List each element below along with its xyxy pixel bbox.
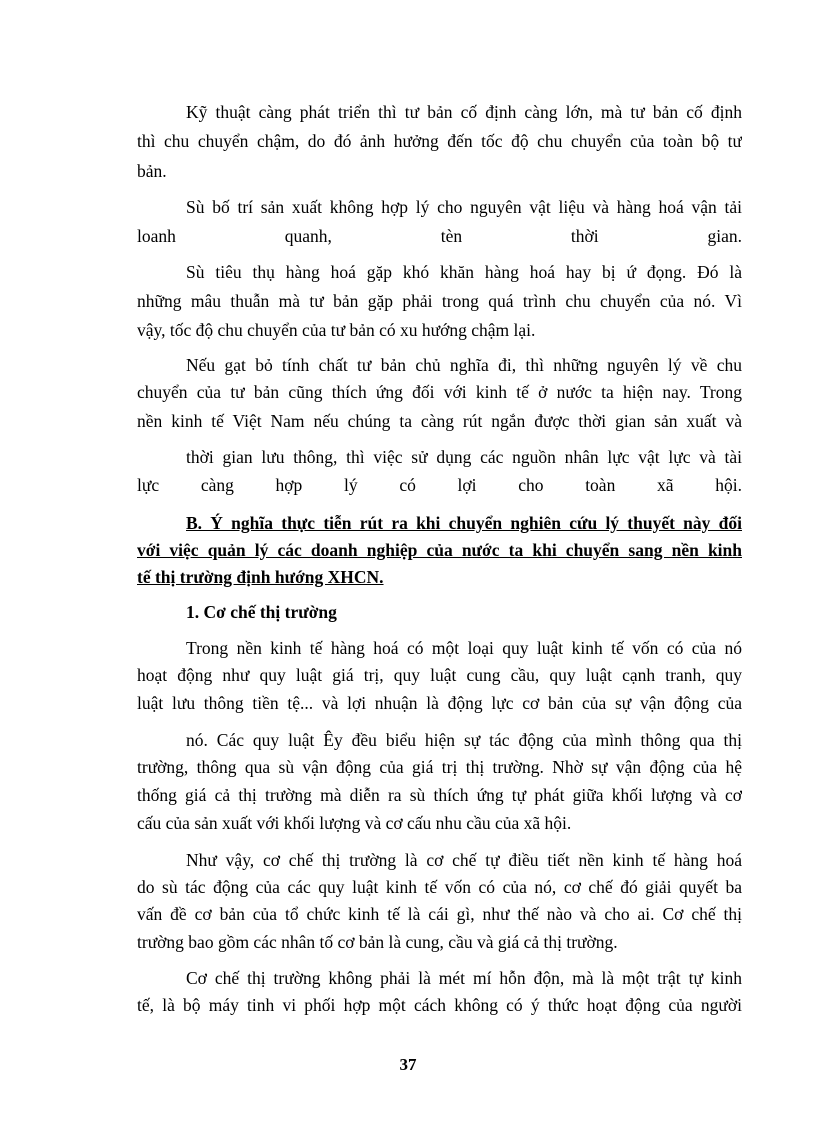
paragraph-principles-line-5: lực càng hợp lý có lợi cho toàn xã hội. [137, 475, 742, 495]
paragraph-laws-line-3: luật lưu thông tiền tệ... và lợi nhuận là động lực cơ bản của sự vận động của [137, 693, 742, 713]
section-b-heading-line-3: tế thị trường định hướng XHCN. [137, 567, 384, 587]
paragraph-mechanism-line-1: Như vậy, cơ chế thị trường là cơ chế tự điều tiết nền kinh tế hàng hoá [186, 850, 742, 870]
paragraph-mechanism-line-3: vấn đề cơ bản của tổ chức kinh tế là cái gì, như thế nào và cho ai. Cơ chế thị [137, 904, 742, 924]
paragraph-consumption-line-3: vậy, tốc độ chu chuyển của tư bản có xu hướng chậm lại. [137, 320, 536, 340]
paragraph-arrangement-line-1: Sù bố trí sản xuất không hợp lý cho nguyên vật liệu và hàng hoá vận tải [186, 197, 742, 217]
paragraph-technology-line-3: bản. [137, 161, 167, 181]
paragraph-principles-line-3: nền kinh tế Việt Nam nếu chúng ta càng rút ngắn được thời gian sản xuất và [137, 411, 742, 431]
paragraph-arrangement-line-2: loanh quanh, tèn thời gian. [137, 226, 742, 246]
section-b-heading-line-1: B. Ý nghĩa thực tiễn rút ra khi chuyển nghiên cứu lý thuyết này đối [186, 513, 742, 533]
paragraph-laws-line-5: trường, thông qua sù vận động của giá trị thị trường. Nhờ sự vận động của hệ [137, 757, 742, 777]
paragraph-technology-line-1: Kỹ thuật càng phát triển thì tư bản cố định càng lớn, mà tư bản cố định [186, 102, 742, 122]
paragraph-laws-line-1: Trong nền kinh tế hàng hoá có một loại quy luật kinh tế vốn có của nó [186, 638, 742, 658]
section-b-heading-line-2: với việc quản lý các doanh nghiệp của nước ta khi chuyển sang nền kinh [137, 540, 742, 560]
paragraph-consumption-line-2: những mâu thuẫn mà tư bản gặp phải trong quá trình chu chuyển của nó. Vì [137, 291, 742, 311]
page-number: 37 [399, 1055, 417, 1074]
paragraph-laws-line-2: hoạt động như quy luật giá trị, quy luật cung cầu, quy luật cạnh tranh, quy [137, 665, 742, 685]
paragraph-consumption-line-1: Sù tiêu thụ hàng hoá gặp khó khăn hàng hoá hay bị ứ đọng. Đó là [186, 262, 742, 282]
subsection-1-heading: 1. Cơ chế thị trường [186, 602, 337, 622]
paragraph-principles-line-1: Nếu gạt bỏ tính chất tư bản chủ nghĩa đi, thì những nguyên lý về chu [186, 355, 742, 375]
paragraph-principles-line-4: thời gian lưu thông, thì việc sử dụng các nguồn nhân lực vật lực và tài [186, 447, 742, 467]
paragraph-order-line-1: Cơ chế thị trường không phải là mét mí hỗn độn, mà là một trật tự kinh [186, 968, 742, 988]
paragraph-order-line-2: tế, là bộ máy tinh vi phối hợp một cách không có ý thức hoạt động của người [137, 995, 742, 1015]
paragraph-mechanism-line-4: trường bao gồm các nhân tố cơ bản là cung, cầu và giá cả thị trường. [137, 932, 618, 952]
paragraph-laws-line-6: thống giá cả thị trường mà diễn ra sù thích ứng tự phát giữa khối lượng và cơ [137, 785, 742, 805]
paragraph-technology-line-2: thì chu chuyển chậm, do đó ảnh hưởng đến tốc độ chu chuyển của toàn bộ tư [137, 131, 742, 151]
paragraph-laws-line-4: nó. Các quy luật Êy đều biểu hiện sự tác động của mình thông qua thị [186, 730, 742, 750]
paragraph-mechanism-line-2: do sù tác động của các quy luật kinh tế vốn có của nó, cơ chế đó giải quyết ba [137, 877, 742, 897]
paragraph-laws-line-7: cấu của sản xuất với khối lượng và cơ cấu nhu cầu của xã hội. [137, 813, 572, 833]
paragraph-principles-line-2: chuyển của tư bản cũng thích ứng đối với kinh tế ở nước ta hiện nay. Trong [137, 382, 742, 402]
